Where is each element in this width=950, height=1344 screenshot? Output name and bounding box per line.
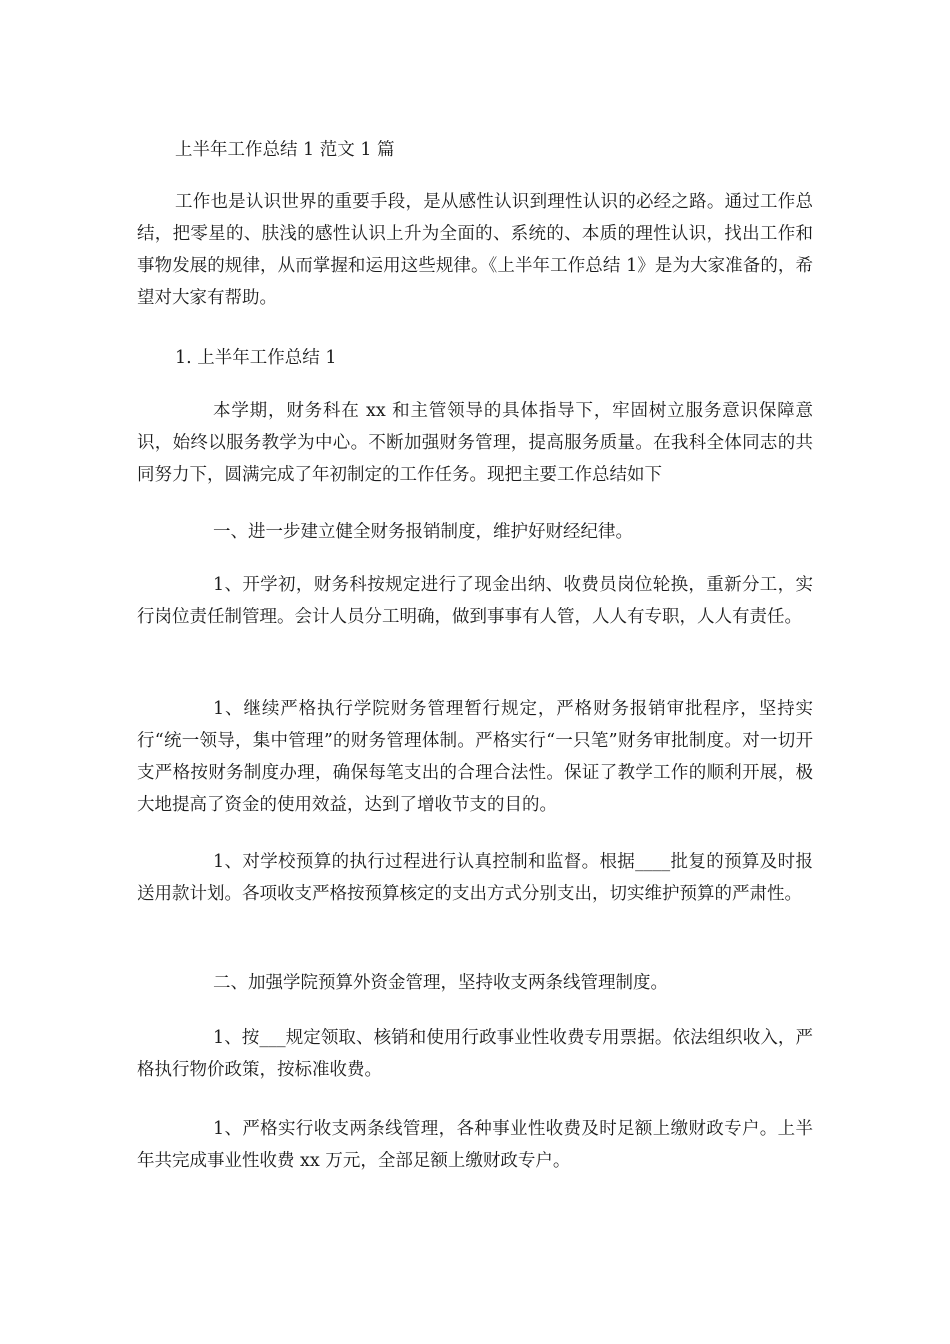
body-paragraph-1: 本学期，财务科在 xx 和主管领导的具体指导下，牢固树立服务意识保障意识，始终以服务教学为中心。不断加强财务管理，提高服务质量。在我科全体同志的共同努力下，圆满完成了年初制定的工作任务。现把主要工作总结如下 bbox=[137, 401, 813, 485]
subsection-heading-1: 一、进一步建立健全财务报销制度，维护好财经纪律。 bbox=[213, 522, 633, 542]
subsection-heading-2: 二、加强学院预算外资金管理，坚持收支两条线管理制度。 bbox=[213, 973, 668, 993]
body-paragraph-6: 1、严格实行收支两条线管理，各种事业性收费及时足额上缴财政专户。上半年共完成事业性收费 xx 万元，全部足额上缴财政专户。 bbox=[137, 1119, 813, 1171]
body-paragraph-4: 1、对学校预算的执行过程进行认真控制和监督。根据____批复的预算及时报送用款计划。各项收支严格按预算核定的支出方式分别支出，切实维护预算的严肃性。 bbox=[137, 852, 813, 904]
document-title: 上半年工作总结 1 范文 1 篇 bbox=[175, 140, 395, 160]
section-heading-1: 1. 上半年工作总结 1 bbox=[175, 348, 337, 368]
body-paragraph-2: 1、开学初，财务科按规定进行了现金出纳、收费员岗位轮换，重新分工，实行岗位责任制管理。会计人员分工明确，做到事事有人管，人人有专职，人人有责任。 bbox=[137, 575, 813, 627]
body-paragraph-3: 1、继续严格执行学院财务管理暂行规定，严格财务报销审批程序，坚持实行“统一领导，集中管理”的财务管理体制。严格实行“一只笔”财务审批制度。对一切开支严格按财务制度办理，确保每笔支出的合理合法性。保证了教学工作的顺利开展，极大地提高了资金的使用效益，达到了增收节支的目的。 bbox=[137, 699, 813, 815]
body-paragraph-5: 1、按___规定领取、核销和使用行政事业性收费专用票据。依法组织收入，严格执行物价政策，按标准收费。 bbox=[137, 1028, 813, 1080]
intro-paragraph: 工作也是认识世界的重要手段，是从感性认识到理性认识的必经之路。通过工作总结，把零星的、肤浅的感性认识上升为全面的、系统的、本质的理性认识，找出工作和事物发展的规律，从而掌握和运用这些规律。《上半年工作总结 1》是为大家准备的，希望对大家有帮助。 bbox=[137, 192, 813, 308]
